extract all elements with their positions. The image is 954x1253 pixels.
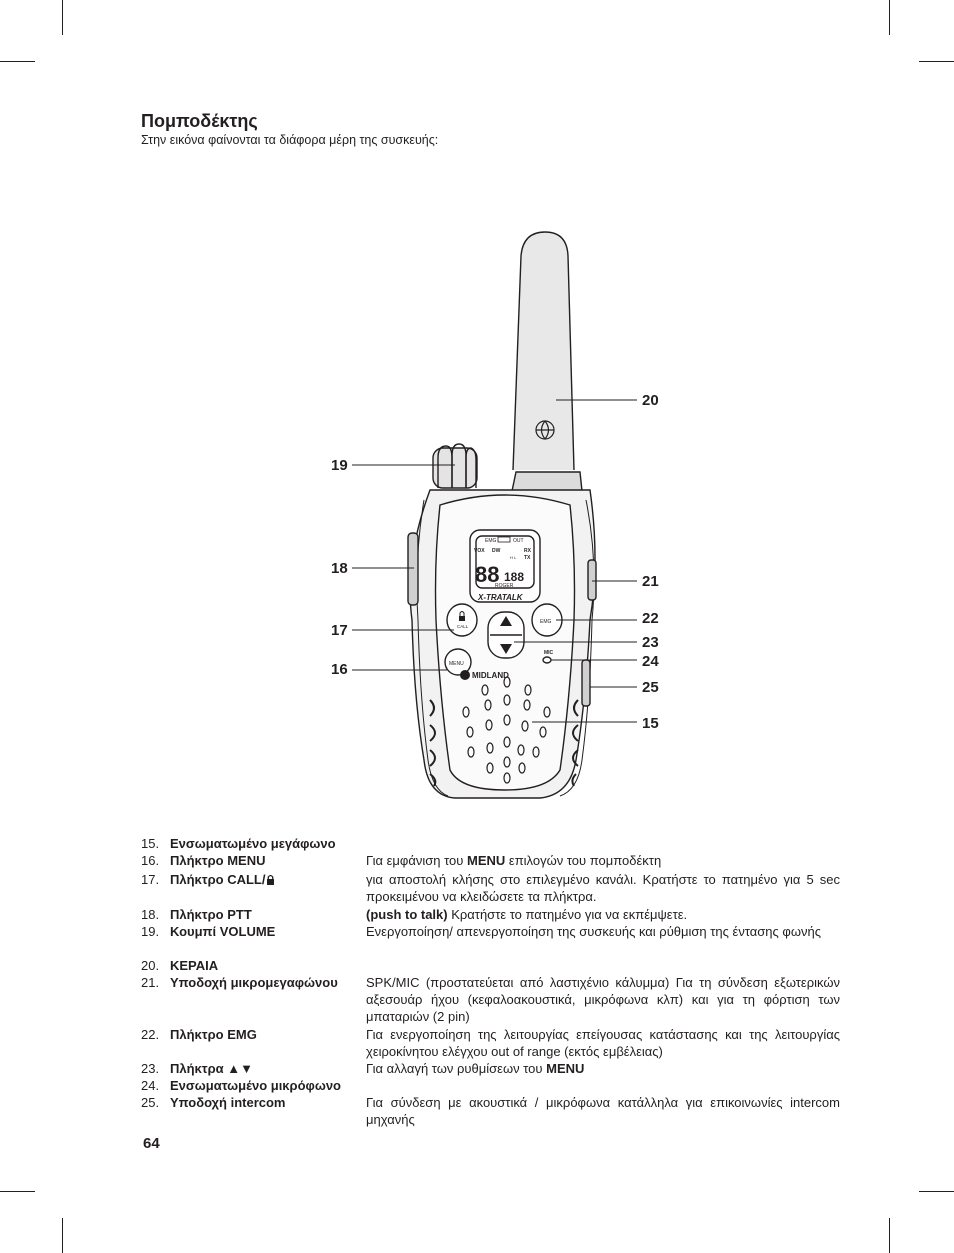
spk-mic-jack	[588, 560, 596, 600]
display-digits-small: 188	[504, 570, 525, 584]
part-term: Πλήκτρο CALL/	[170, 871, 275, 888]
part-description: Για αλλαγή των ρυθμίσεων του MENU	[366, 1061, 585, 1076]
part-number: 16.	[141, 853, 160, 868]
brand-model: X-TRATALK	[478, 593, 523, 602]
crop-mark	[62, 1218, 63, 1253]
part-term: Πλήκτρο EMG	[170, 1027, 257, 1042]
display-hl: H L	[510, 555, 517, 560]
part-term: Υποδοχή intercom	[170, 1095, 286, 1110]
part-term: ΚΕΡΑΙΑ	[170, 958, 219, 973]
crop-mark	[0, 1191, 35, 1192]
part-description: Για εμφάνιση του MENU επιλογών του πομποδέκτη	[366, 853, 662, 868]
call-key-label: CALL	[457, 624, 469, 629]
part-number: 21.	[141, 975, 160, 990]
part-number: 18.	[141, 907, 160, 922]
menu-key-label: MENU	[449, 661, 464, 667]
display-tx: TX	[524, 555, 531, 561]
part-description: Ενεργοποίηση/ απενεργοποίηση της συσκευής και ρύθμιση της έντασης φωνής	[366, 924, 821, 939]
page-title: Πομποδέκτης	[141, 111, 258, 131]
part-term: Πλήκτρα ▲▼	[170, 1061, 253, 1076]
callout-17: 17	[331, 622, 348, 639]
antenna	[513, 232, 574, 470]
part-number: 19.	[141, 924, 160, 939]
intercom-jack	[582, 660, 590, 706]
ptt-button	[408, 533, 418, 605]
display-dw: DW	[492, 548, 501, 554]
part-number: 24.	[141, 1078, 160, 1093]
part-number: 17.	[141, 872, 160, 887]
part-term: Πλήκτρο PTT	[170, 907, 252, 922]
logo-text: MIDLAND	[472, 671, 509, 680]
page-subtitle: Στην εικόνα φαίνονται τα διάφορα μέρη της συσκευής:	[141, 133, 439, 147]
volume-knob	[433, 444, 477, 488]
callout-19: 19	[331, 457, 348, 474]
part-number: 23.	[141, 1061, 160, 1076]
crop-mark	[889, 1218, 890, 1253]
part-description: Για ενεργοποίηση της λειτουργίας επείγουσας κατάστασης και της λειτουργίας χειροκίνητου ελέγχου out of range (εκτός εμβέλειας)	[366, 1027, 840, 1059]
part-number: 20.	[141, 958, 160, 973]
part-description: (push to talk) Κρατήστε το πατημένο για να εκπέμψετε.	[366, 907, 688, 922]
page-number: 64	[143, 1135, 160, 1152]
part-term: Κουμπί VOLUME	[170, 924, 276, 939]
part-term: Υποδοχή μικρομεγαφώνου	[170, 975, 338, 990]
mic-label: MIC	[544, 650, 554, 656]
part-number: 22.	[141, 1027, 160, 1042]
emg-key-label: EMG	[540, 619, 552, 625]
part-term: Πλήκτρο MENU	[170, 853, 266, 868]
lock-icon	[266, 874, 275, 885]
part-description: για αποστολή κλήσης στο επιλεγμένο κανάλι. Κρατήστε το πατημένο για 5 sec προκειμένου να κλειδώσετε τα πλήκτρα.	[366, 872, 840, 904]
display-vox: VOX	[474, 548, 485, 554]
midland-logo-icon	[460, 670, 470, 680]
part-description: Για σύνδεση με ακουστικά / μικρόφωνα κατάλληλα για επικοινωνίες intercom μηχανής	[366, 1095, 840, 1127]
callout-16: 16	[331, 661, 348, 678]
callout-21: 21	[642, 573, 659, 590]
part-term: Ενσωματωμένο μεγάφωνο	[170, 836, 336, 851]
callout-24: 24	[642, 653, 659, 670]
display-roger: ROGER	[495, 583, 514, 589]
callout-18: 18	[331, 560, 348, 577]
part-number: 15.	[141, 836, 160, 851]
crop-mark	[919, 1191, 954, 1192]
callout-15: 15	[642, 715, 659, 732]
display-emg: EMG	[485, 538, 497, 544]
callout-23: 23	[642, 634, 659, 651]
part-term: Ενσωματωμένο μικρόφωνο	[170, 1078, 341, 1093]
part-number: 25.	[141, 1095, 160, 1110]
display-rx: RX	[524, 548, 531, 554]
callout-25: 25	[642, 679, 659, 696]
display-digits-big: 88	[475, 562, 500, 587]
callout-22: 22	[642, 610, 659, 627]
part-description: SPK/MIC (προστατεύεται από λαστιχένιο κάλυμμα) Για τη σύνδεση εξωτερικών αξεσουάρ ήχου (κεφαλοακουστικά, μικρόφωνα κλπ) και για τη φόρτιση των μπαταριών (2 pin)	[366, 975, 840, 1024]
callout-20: 20	[642, 392, 659, 409]
display-out: OUT	[513, 538, 524, 544]
